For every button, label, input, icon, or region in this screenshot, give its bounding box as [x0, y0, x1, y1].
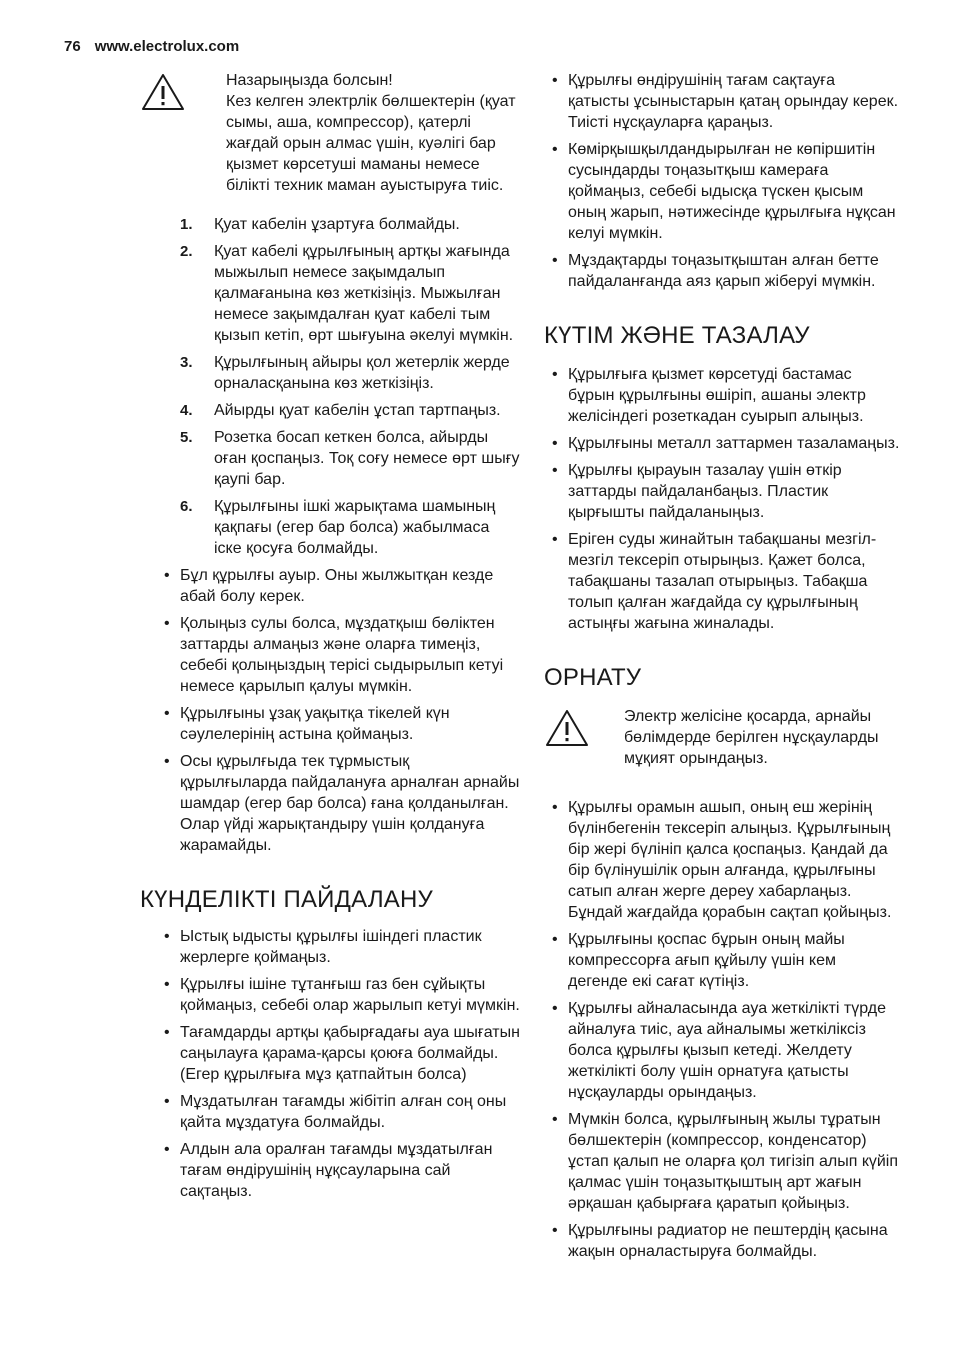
list-item: • Мұздатылған тағамды жібітіп алған соң оны қайта мұздатуға болмайды.	[140, 1091, 520, 1133]
list-item: 3. Құрылғының айыры қол жетерлік жерде орналасқанына көз жеткізіңіз.	[180, 354, 510, 392]
list-item: • Құрылғыны радиатор не пештердің қасына жақын орналастыруға болмайды.	[528, 1220, 900, 1262]
page-header	[64, 38, 239, 55]
warning-text: Кез келген электрлік бөлшектерін (қуат сымы, аша, компрессор), қатерлі жағдай орын алмас үшін, куәлігі бар қызмет көрсетуші маманы немесе білікті техник маман ауыстыруға тиіс.	[226, 93, 516, 194]
warning-block	[140, 70, 520, 196]
list-item: • Ыстық ыдысты құрылғы ішіндегі пластик жерлерге қоймаңыз.	[140, 926, 520, 968]
list-item: • Құрылғыны ұзақ уақытқа тікелей күн сәулелерінің астына қоймаңыз.	[140, 703, 520, 745]
right-column	[528, 70, 900, 1262]
list-item: • Құрылғы орамын ашып, оның еш жерінің бүлінбегенін тексеріп алыңыз. Құрылғының бір жері бүлініп қалса қоспаңыз. Қандай да бір бүлінушілік орын алғанда, құрылғыны сатып алған жерге дереу хабарлаңыз. Бұндай жағдайда қорабын сақтап қойыңыз.	[528, 797, 900, 923]
numbered-list	[140, 214, 520, 559]
list-item: 5. Розетка босап кеткен болса, айырды оған қоспаңыз. Тоқ соғу немесе өрт шығу қаупі бар.	[180, 429, 520, 488]
list-item: • Құрылғыны қоспас бұрын оның майы компрессорға ағып құйылу үшін кем дегенде екі сағат күтіңіз.	[528, 929, 900, 992]
website-url: www.electrolux.com	[94, 38, 240, 55]
care-bullets	[528, 364, 900, 634]
warning-triangle-icon	[544, 708, 590, 753]
list-item: • Құрылғы қырауын тазалау үшін өткір заттарды пайдаланбаңыз. Пластик қырғышты пайдаланыңыз.	[528, 460, 900, 523]
list-item: • Қолыңыз сулы болса, мұздатқыш бөліктен заттарды алмаңыз және оларға тимеңіз, себебі қолыңыздың терісі сыдырылып кетуі немесе қарылып қалуы мүмкін.	[140, 613, 520, 697]
warning-title: Назарыңызда болсын!	[226, 72, 393, 89]
list-item: 6. Құрылғыны ішкі жарықтама шамының қақпағы (егер бар болса) жабылмаса іске қосуға болмайды.	[180, 498, 496, 557]
page-number: 76	[64, 38, 81, 55]
install-bullets	[528, 797, 900, 1262]
section-title-care: КҮТІМ ЖӘНЕ ТАЗАЛАУ	[544, 322, 810, 349]
storage-bullets	[528, 70, 900, 292]
section-title-install: ОРНАТУ	[544, 664, 642, 691]
list-item: • Алдын ала оралған тағамды мұздатылған тағам өндірушінің нұқсауларына сай сақтаңыз.	[140, 1139, 520, 1202]
section-title-daily-use: КҮНДЕЛІКТІ ПАЙДАЛАНУ	[140, 886, 433, 913]
list-item: • Осы құрылғыда тек тұрмыстық құрылғыларда пайдалануға арналған арнайы шамдар (егер бар болса) ғана қолданылған. Олар үйді жарықтандыру үшін қолдануға жарамайды.	[140, 751, 520, 856]
list-item: • Еріген суды жинайтын табақшаны мезгіл-мезгіл тексеріп отырыңыз. Қажет болса, табақшаны тазалап отырыңыз. Табақша толып қалған жағдайда су құрылғының астыңғы жағына жиналады.	[528, 529, 900, 634]
list-item: • Құрылғыны металл заттармен тазаламаңыз.	[528, 433, 900, 454]
list-item: • Көмірқышқылдандырылған не көпіршитін сусындарды тоңазытқыш камерағa қоймаңыз, себебі ыдысқа түскен қысым оның жарып, нәтижесінде құрылғыға нұқсан келуі мүмкін.	[528, 139, 900, 244]
list-item: 1. Қуат кабелін ұзартуға болмайды.	[180, 216, 460, 233]
list-item: • Мүмкін болса, құрылғының жылы тұратын бөлшектерін (компрессор, конденсатор) ұстап қалып не оларға қол тигізіп алып күйіп қалмас үшін тоңазытқыштың арт жағын әрқашан қабырғаға қаратып қойыңыз.	[528, 1109, 900, 1214]
left-column	[140, 70, 520, 1202]
daily-use-bullets	[140, 926, 520, 1202]
list-item: • Тағамдарды артқы қабырғадағы ауа шығатын саңылауға қарама-қарсы қоюға болмайды. (Егер құрылғыға мұз қатпайтын болса)	[140, 1022, 520, 1085]
list-item: • Құрылғыға қызмет көрсетуді бастамас бұрын құрылғыны өшіріп, ашаны электр желісіндегі розеткадан суырып алыңыз.	[528, 364, 900, 427]
list-item: • Құрылғы айналасында ауа жеткілікті түрде айналуға тиіс, ауа айналымы жеткіліксіз болса құрылғы қызып кетеді. Желдету жеткілікті болу үшін орнатуға қатысты нұсқауларды орындаңыз.	[528, 998, 900, 1103]
install-warning-text: Электр желісіне қосарда, арнайы бөлімдерде берілген нұсқауларды мұқият орындаңыз.	[624, 708, 879, 767]
warning-triangle-icon	[140, 72, 186, 117]
safety-bullets	[140, 565, 520, 856]
list-item: • Құрылғы өндірушінің тағам сақтауға қатысты ұсыныстарын қатаң орындау керек. Тиісті нұсқауларға қараңыз.	[528, 70, 900, 133]
list-item: • Мұздақтарды тоңазытқыштан алған бетте пайдаланғанда аяз қарып жіберуі мүмкін.	[528, 250, 900, 292]
list-item: • Құрылғы ішіне тұтанғыш газ бен сұйықты қоймаңыз, себебі олар жарылып кетуі мүмкін.	[140, 974, 520, 1016]
install-warning-block	[544, 706, 900, 769]
list-item: 2. Қуат кабелі құрылғының артқы жағында мыжылып немесе зақымдалып қалмағанына көз жеткізіңіз. Мыжылған немесе зақымдалған қуат кабелі тым қызып кетіп, өрт шығуына әкелуі мүмкін.	[180, 243, 514, 344]
list-item: 4. Айырды қуат кабелін ұстап тартпаңыз.	[180, 402, 501, 419]
list-item: • Бұл құрылғы ауыр. Оны жылжытқан кезде абай болу керек.	[140, 565, 520, 607]
